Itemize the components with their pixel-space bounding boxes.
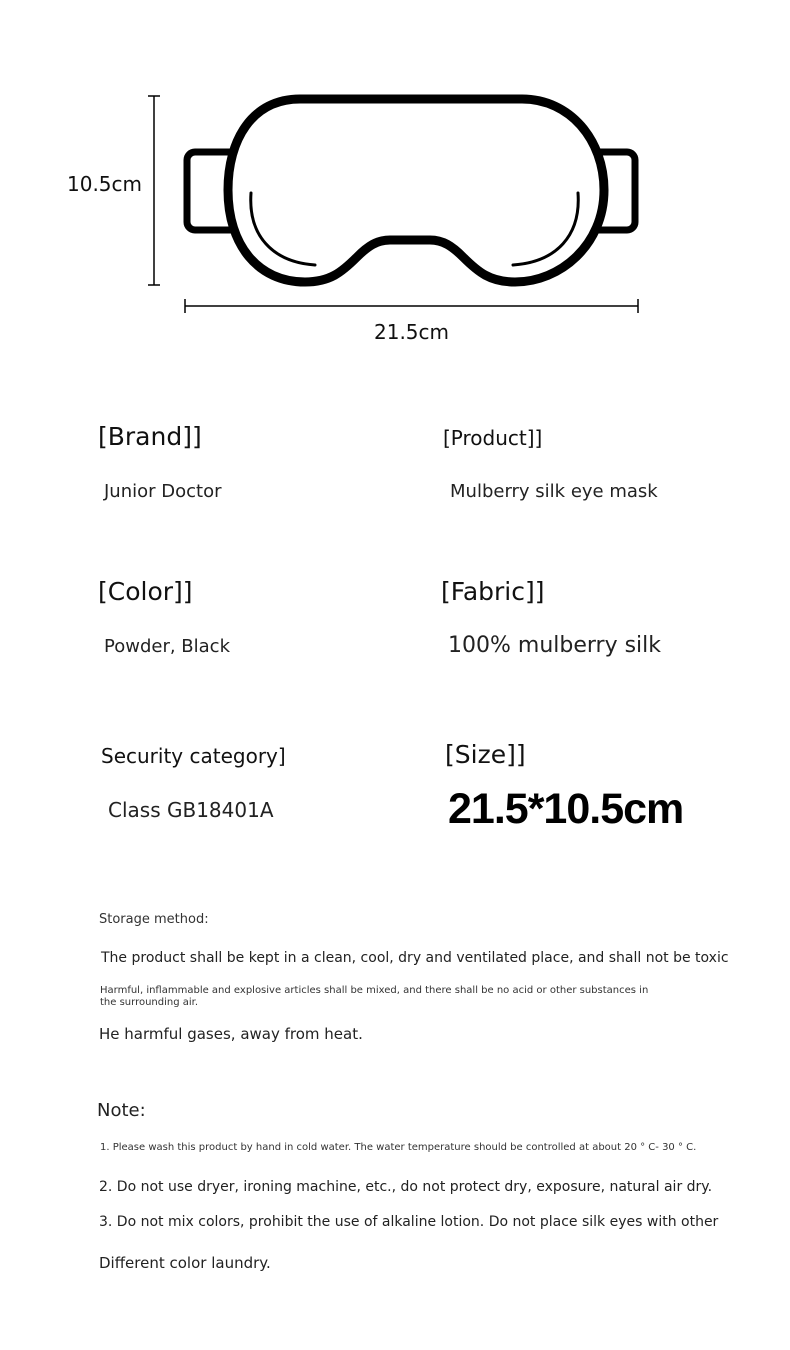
fabric-heading: [Fabric]] <box>441 577 545 606</box>
storage-line-2: Harmful, inflammable and explosive articles shall be mixed, and there shall be no acid or other substances in the surrounding air. <box>100 985 649 1008</box>
color-value: Powder, Black <box>104 636 230 657</box>
storage-title: Storage method: <box>99 912 209 927</box>
storage-line-3: He harmful gases, away from heat. <box>99 1025 363 1043</box>
product-heading: [Product]] <box>443 426 543 450</box>
color-heading: [Color]] <box>98 577 193 606</box>
note-item-3: 3. Do not mix colors, prohibit the use of alkaline lotion. Do not place silk eyes with other <box>99 1214 719 1230</box>
note-item-2: 2. Do not use dryer, ironing machine, etc., do not protect dry, exposure, natural air dry. <box>99 1179 713 1195</box>
height-dimension-label: 10.5cm <box>67 172 143 196</box>
fabric-value: 100% mulberry silk <box>448 633 662 658</box>
brand-value: Junior Doctor <box>104 481 222 502</box>
brand-heading: [Brand]] <box>98 422 202 451</box>
security-value: Class GB18401A <box>108 798 274 822</box>
width-dimension-label: 21.5cm <box>374 320 450 344</box>
storage-line-1: The product shall be kept in a clean, cool, dry and ventilated place, and shall not be toxic <box>101 950 729 966</box>
size-value: 21.5*10.5cm <box>448 785 684 833</box>
note-title: Note: <box>97 1100 146 1121</box>
note-item-1: 1. Please wash this product by hand in cold water. The water temperature should be controlled at about 20 ° C- 30 ° C. <box>100 1142 697 1153</box>
product-value: Mulberry silk eye mask <box>450 481 658 502</box>
size-heading: [Size]] <box>445 740 526 769</box>
note-item-4: Different color laundry. <box>99 1254 271 1272</box>
security-heading: Security category] <box>101 744 286 768</box>
